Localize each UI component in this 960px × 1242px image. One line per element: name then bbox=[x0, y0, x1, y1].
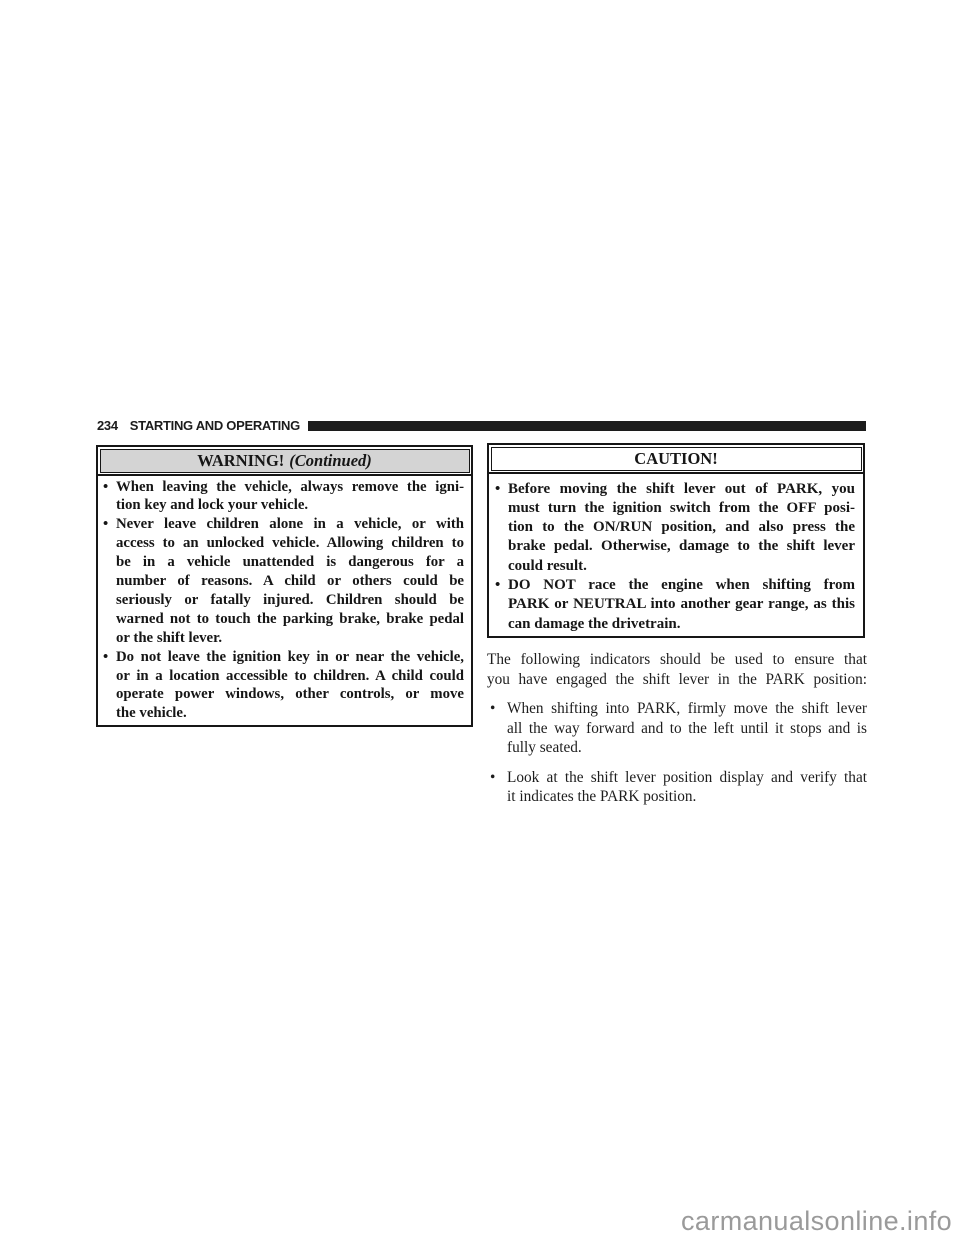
bullet-text bbox=[507, 699, 867, 758]
text-line: seriously or fatally injured. Children should be bbox=[116, 591, 464, 608]
caution-box-header bbox=[491, 447, 862, 471]
watermark: carmanualsonline.info bbox=[681, 1206, 953, 1236]
intro-paragraph bbox=[487, 650, 867, 689]
warning-box bbox=[96, 445, 473, 727]
list-item bbox=[495, 480, 855, 576]
text-line: Before moving the shift lever out of PARK, you bbox=[508, 480, 855, 497]
bullet-text bbox=[116, 648, 464, 724]
text-line: Do not leave the ignition key in or near the vehicle, bbox=[116, 648, 464, 665]
caution-title: CAUTION! bbox=[634, 448, 718, 468]
bullet-text bbox=[508, 576, 855, 634]
warning-bullet-list bbox=[98, 474, 471, 726]
bullet-text bbox=[116, 515, 464, 647]
bullet-icon: • bbox=[490, 768, 496, 786]
list-item bbox=[103, 478, 464, 516]
list-item bbox=[487, 768, 867, 807]
header-bar-rule bbox=[308, 421, 866, 431]
warning-box-header bbox=[100, 449, 470, 473]
warning-continued-label: (Continued) bbox=[289, 450, 372, 470]
text-line: number of reasons. A child or others could be bbox=[116, 573, 464, 590]
list-item bbox=[487, 699, 867, 758]
text-line: Never leave children alone in a vehicle, or with bbox=[116, 516, 464, 533]
text-line: access to an unlocked vehicle. Allowing children to bbox=[116, 535, 464, 552]
bullet-text bbox=[507, 768, 867, 807]
bullet-icon: • bbox=[495, 576, 501, 593]
caution-bullet-list bbox=[489, 472, 863, 636]
text-line: all the way forward and to the left until it stops and is bbox=[507, 719, 867, 737]
bullet-icon: • bbox=[495, 480, 501, 497]
bullet-icon: • bbox=[103, 478, 109, 495]
text-line: PARK or NEUTRAL into another gear range, as this bbox=[508, 596, 855, 613]
text-line: tion key and lock your vehicle. bbox=[116, 497, 309, 514]
text-line: or in a location accessible to children. A child could bbox=[116, 667, 464, 684]
caution-box bbox=[487, 443, 865, 638]
bullet-text bbox=[508, 480, 855, 576]
text-line: be in a vehicle unattended is dangerous for a bbox=[116, 554, 464, 571]
section-title: STARTING AND OPERATING bbox=[129, 417, 300, 433]
text-line: tion to the ON/RUN position, and also press the bbox=[508, 519, 855, 536]
text-line: When leaving the vehicle, always remove the igni- bbox=[116, 478, 464, 495]
text-line: Look at the shift lever position display and verify that bbox=[507, 768, 867, 786]
text-line: it indicates the PARK position. bbox=[507, 788, 697, 805]
page-number: 234 bbox=[97, 417, 118, 433]
text-line: must turn the ignition switch from the OFF posi- bbox=[508, 499, 855, 516]
bullet-icon: • bbox=[103, 516, 109, 533]
text-line: you have engaged the shift lever in the PARK position: bbox=[487, 670, 867, 688]
text-line: When shifting into PARK, firmly move the shift lever bbox=[507, 700, 867, 717]
text-line: the vehicle. bbox=[116, 705, 187, 722]
text-line: could result. bbox=[508, 557, 587, 574]
text-line: can damage the drivetrain. bbox=[508, 615, 681, 632]
text-line: warned not to touch the parking brake, brake pedal bbox=[116, 610, 464, 627]
text-line: The following indicators should be used to ensure that bbox=[487, 651, 867, 668]
list-item bbox=[103, 648, 464, 724]
text-line: DO NOT race the engine when shifting from bbox=[508, 576, 855, 593]
bullet-icon: • bbox=[490, 700, 496, 717]
bullet-text bbox=[116, 478, 464, 516]
main-text bbox=[487, 650, 867, 807]
text-line: or the shift lever. bbox=[116, 629, 223, 646]
text-line: operate power windows, other controls, or move bbox=[116, 686, 464, 703]
text-line: brake pedal. Otherwise, damage to the shift lever bbox=[508, 538, 855, 555]
list-item bbox=[495, 576, 855, 634]
text-line: fully seated. bbox=[507, 739, 582, 756]
bullet-icon: • bbox=[103, 648, 109, 665]
warning-title: WARNING! bbox=[197, 450, 285, 470]
main-bullet-list bbox=[487, 699, 867, 807]
page-header bbox=[97, 417, 866, 433]
list-item bbox=[103, 515, 464, 647]
